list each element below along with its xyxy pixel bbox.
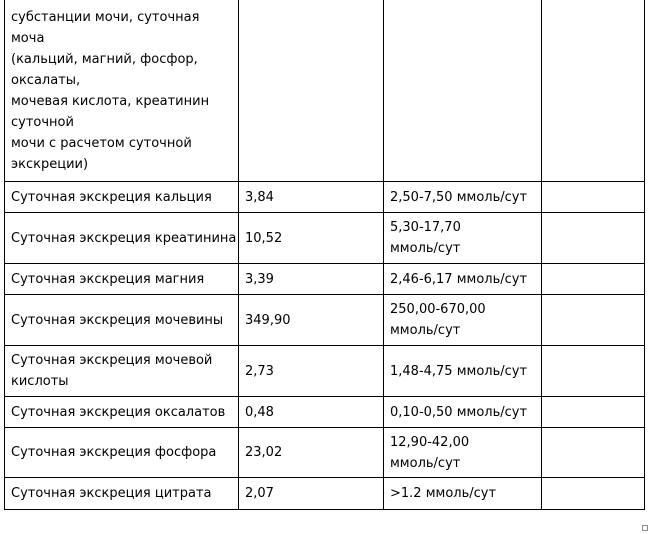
cell-text-line: Суточная экскреция оксалатов	[11, 404, 226, 420]
result-value-cell	[239, 182, 384, 213]
cell-text-line: Суточная экскреция мочевой	[11, 353, 213, 368]
result-value-cell	[239, 346, 384, 397]
result-value-cell	[239, 295, 384, 346]
table-row	[5, 295, 645, 346]
cell-text-line: экскреции)	[11, 156, 89, 172]
cell-text-line: 2,73	[245, 363, 274, 379]
table-row	[5, 264, 645, 295]
cell-text-line: субстанции мочи, суточная	[11, 9, 200, 25]
reference-range-cell	[384, 478, 542, 510]
result-value-cell	[239, 0, 384, 182]
test-name-cell	[5, 213, 239, 264]
result-value-cell	[239, 264, 384, 295]
cell-text-line: Суточная экскреция кальция	[11, 189, 212, 205]
cell-text-line: ммоль/сут	[390, 323, 461, 338]
empty-cell	[542, 0, 645, 182]
cell-text-line: ммоль/сут	[390, 241, 461, 256]
cell-text-line: 1,48-4,75 ммоль/сут	[390, 363, 528, 379]
table-row	[5, 397, 645, 428]
cell-text-line: 250,00-670,00	[390, 302, 486, 317]
cell-text-line: суточной	[11, 114, 74, 130]
cell-text-line: Суточная экскреция цитрата	[11, 486, 212, 501]
empty-cell	[542, 213, 645, 264]
cell-text-line: 2,46-6,17 ммоль/сут	[390, 271, 528, 287]
test-name-cell	[5, 397, 239, 428]
cell-text-line: 2,07	[245, 486, 274, 501]
test-name-cell	[5, 478, 239, 510]
reference-range-cell	[384, 346, 542, 397]
table-resize-handle[interactable]	[642, 525, 648, 531]
cell-text-line: 2,50-7,50 ммоль/сут	[390, 189, 528, 205]
cell-text-line: 10,52	[245, 230, 283, 246]
cell-text-line: кислоты	[11, 374, 69, 389]
cell-text-line: 3,84	[245, 189, 274, 205]
empty-cell	[542, 346, 645, 397]
result-value-cell	[239, 478, 384, 510]
cell-text-line: ммоль/сут	[390, 455, 461, 471]
test-name-cell	[5, 182, 239, 213]
cell-text-line: Суточная экскреция фосфора	[11, 445, 217, 460]
table-row	[5, 428, 645, 478]
empty-cell	[542, 182, 645, 213]
cell-text-line: Суточная экскреция магния	[11, 271, 205, 287]
cell-text-line: 349,90	[245, 312, 291, 328]
reference-range-cell	[384, 397, 542, 428]
cell-text-line: (кальций, магний, фосфор,	[11, 51, 198, 67]
cell-text-line: мочевая кислота, креатинин	[11, 93, 210, 109]
empty-cell	[542, 264, 645, 295]
cell-text-line: 0,48	[245, 404, 274, 420]
lab-results-table	[4, 0, 645, 510]
cell-text-line: 23,02	[245, 445, 283, 460]
table-row	[5, 0, 645, 182]
reference-range-cell	[384, 264, 542, 295]
table-row	[5, 478, 645, 510]
result-value-cell	[239, 397, 384, 428]
cell-text-line: Суточная экскреция мочевины	[11, 312, 224, 328]
reference-range-cell	[384, 182, 542, 213]
test-name-cell	[5, 428, 239, 478]
cell-text-line: мочи с расчетом суточной	[11, 135, 192, 151]
cell-text-line: >1.2 ммоль/сут	[390, 486, 497, 501]
empty-cell	[542, 428, 645, 478]
table-row	[5, 213, 645, 264]
result-value-cell	[239, 428, 384, 478]
empty-cell	[542, 397, 645, 428]
reference-range-cell	[384, 428, 542, 478]
cell-text-line: 0,10-0,50 ммоль/сут	[390, 404, 528, 420]
test-name-cell	[5, 346, 239, 397]
empty-cell	[542, 478, 645, 510]
cell-text-line: 12,90-42,00	[390, 434, 470, 450]
cell-text-line: 5,30-17,70	[390, 220, 461, 235]
test-name-cell	[5, 295, 239, 346]
reference-range-cell	[384, 0, 542, 182]
table-row	[5, 182, 645, 213]
cell-text-line: оксалаты,	[11, 72, 81, 88]
test-name-cell	[5, 0, 239, 182]
reference-range-cell	[384, 213, 542, 264]
table-row	[5, 346, 645, 397]
cell-text-line: Суточная экскреция креатинина	[11, 230, 237, 246]
test-name-cell	[5, 264, 239, 295]
result-value-cell	[239, 213, 384, 264]
reference-range-cell	[384, 295, 542, 346]
empty-cell	[542, 295, 645, 346]
cell-text-line: 3,39	[245, 271, 274, 287]
cell-text-line: моча	[11, 30, 45, 46]
